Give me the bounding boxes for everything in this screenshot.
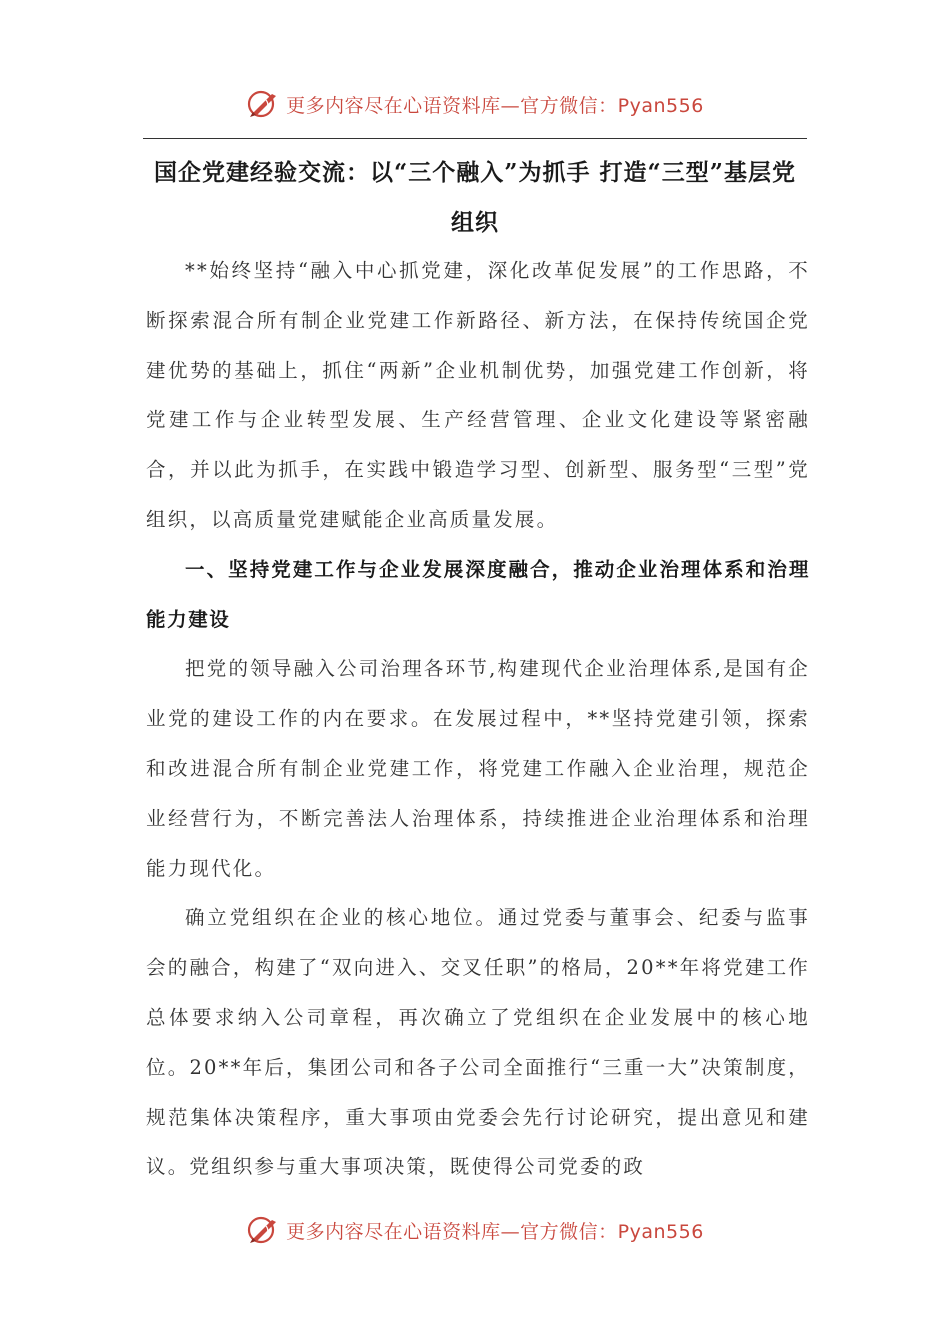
watermark-footer (0, 1210, 950, 1250)
body-paragraph-intro: **始终坚持“融入中心抓党建，深化改革促发展”的工作思路，不断探索混合所有制企业党建工作新路径、新方法，在保持传统国企党建优势的基础上，抓住“两新”企业机制优势，加强党建工作创新，将党建工作与企业转型发展、生产经营管理、企业文化建设等紧密融合，并以此为抓手，在实践中锻造学习型、创新型、服务型“三型”党组织，以高质量党建赋能企业高质量发展。 (146, 259, 810, 531)
pen-logo-icon (246, 87, 280, 121)
section-heading-1: 一、坚持党建工作与企业发展深度融合，推动企业治理体系和治理能力建设 (146, 557, 810, 631)
watermark-wechat-id: Pyan556 (617, 1220, 704, 1243)
document-body (146, 246, 810, 1192)
watermark-text (286, 91, 704, 118)
body-paragraph-core-position: 确立党组织在企业的核心地位。通过党委与董事会、纪委与监事会的融合，构建了“双向进入、交叉任职”的格局，20**年将党建工作总体要求纳入公司章程，再次确立了党组织在企业发展中的核心地位。20**年后，集团公司和各子公司全面推行“三重一大”决策制度，规范集体决策程序，重大事项由党委会先行讨论研究，提出意见和建议。党组织参与重大事项决策，既使得公司党委的政 (146, 906, 810, 1179)
document-title: 国企党建经验交流：以“三个融入”为抓手 打造“三型”基层党组织 (154, 159, 796, 236)
watermark-text (286, 1217, 704, 1244)
watermark-wechat-id: Pyan556 (617, 94, 704, 117)
header-rule (143, 138, 807, 139)
body-paragraph-governance: 把党的领导融入公司治理各环节,构建现代企业治理体系,是国有企业党的建设工作的内在要求。在发展过程中，**坚持党建引领，探索和改进混合所有制企业党建工作，将党建工作融入企业治理，规范企业经营行为，不断完善法人治理体系，持续推进企业治理体系和治理能力现代化。 (146, 657, 810, 880)
watermark-label: 更多内容尽在心语资料库—官方微信： (286, 1220, 618, 1243)
watermark-label: 更多内容尽在心语资料库—官方微信： (286, 94, 618, 117)
watermark-header (0, 84, 950, 124)
pen-logo-icon (246, 1213, 280, 1247)
